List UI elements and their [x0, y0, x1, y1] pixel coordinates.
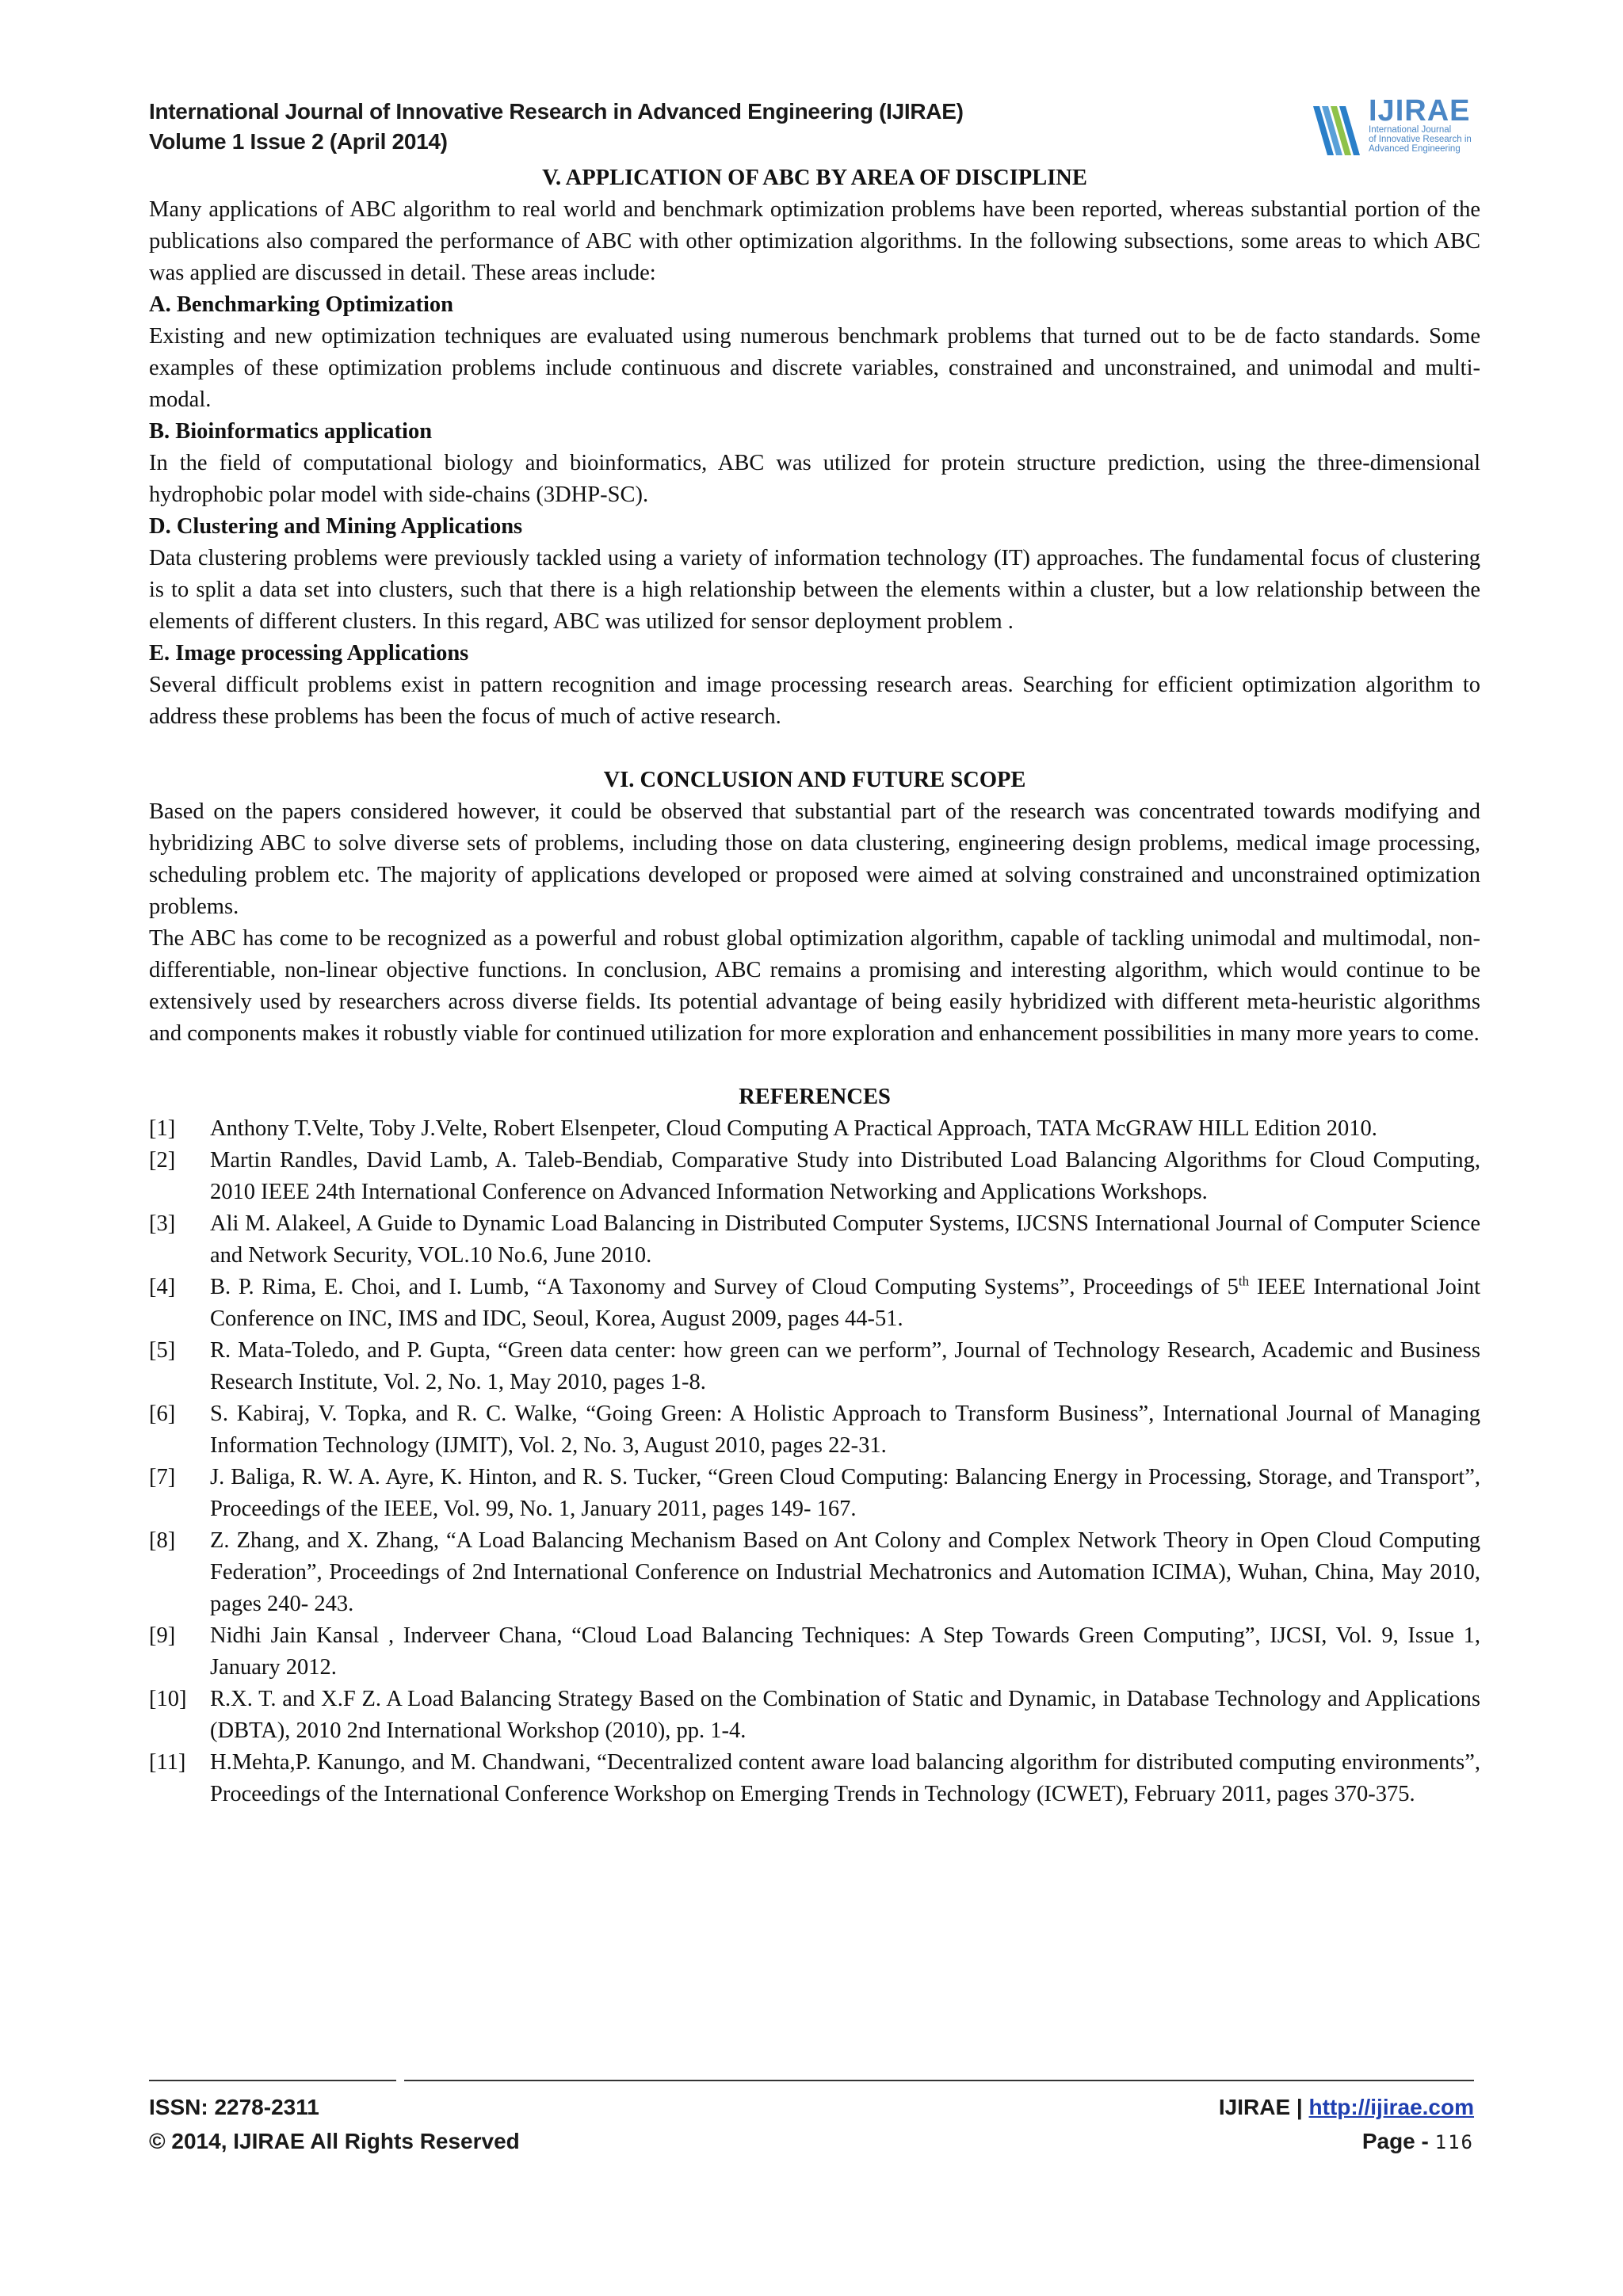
reference-text: Anthony T.Velte, Toby J.Velte, Robert Elsenpeter, Cloud Computing A Practical Approach, TATA McGRAW HILL Edition 2010. [210, 1116, 1377, 1141]
logo-title: IJIRAE [1369, 94, 1471, 128]
reference-text: Ali M. Alakeel, A Guide to Dynamic Load Balancing in Distributed Computer Systems, IJCSNS International Journal of Computer Science and Network Security, VOL.10 No.6, June 2010. [210, 1211, 1480, 1268]
subsection-paragraph: Several difficult problems exist in pattern recognition and image processing research areas. Searching for efficient optimization algorithm to address these problems has been the focus of much of active research. [149, 673, 1480, 729]
reference-text: Nidhi Jain Kansal , Inderveer Chana, “Cloud Load Balancing Techniques: A Step Towards Green Computing”, IJCSI, Vol. 9, Issue 1, January 2012. [210, 1623, 1480, 1680]
reference-superscript: th [1238, 1273, 1250, 1289]
reference-number: [8] [149, 1528, 176, 1553]
reference-item [149, 1113, 1480, 1145]
article-body [149, 162, 1480, 1810]
subsection-paragraph: In the field of computational biology and bioinformatics, ABC was utilized for protein structure prediction, using the three-dimensional hydrophobic polar model with side-chains (3DHP-SC). [149, 451, 1480, 507]
reference-item [149, 1335, 1480, 1398]
section-title: V. APPLICATION OF ABC BY AREA OF DISCIPLINE [542, 166, 1087, 190]
footer-site [1219, 2092, 1474, 2123]
reference-item [149, 1747, 1480, 1810]
logo-stripes-icon [1312, 97, 1367, 162]
journal-title: International Journal of Innovative Research in Advanced Engineering (IJIRAE) [149, 99, 964, 124]
section-title: VI. CONCLUSION AND FUTURE SCOPE [603, 768, 1026, 792]
footer-page [1362, 2126, 1474, 2158]
reference-item [149, 1525, 1480, 1620]
page-header [149, 97, 1465, 157]
logo-subtitle-line: International Journal [1369, 125, 1452, 135]
reference-number: [11] [149, 1750, 186, 1775]
reference-text-part: B. P. Rima, E. Choi, and I. Lumb, “A Taxonomy and Survey of Cloud Computing Systems”, Proceedings of 5 [210, 1275, 1239, 1299]
reference-number: [3] [149, 1211, 176, 1236]
reference-number: [2] [149, 1148, 176, 1173]
reference-text: R.X. T. and X.F Z. A Load Balancing Strategy Based on the Combination of Static and Dynamic, in Database Technology and Applications (DBTA), 2010 2nd International Workshop (2010), pp. 1-4. [210, 1687, 1480, 1743]
section-paragraph: Based on the papers considered however, it could be observed that substantial part of the research was concentrated towards modifying and hybridizing ABC to solve diverse sets of problems, including those on data clustering, engineering design problems, medical image processing, scheduling problem etc. The majority of applications developed or proposed were aimed at solving constrained and unconstrained optimization problems. [149, 799, 1480, 919]
reference-number: [5] [149, 1338, 176, 1363]
subsection-title: E. Image processing Applications [149, 641, 469, 666]
reference-item [149, 1620, 1480, 1684]
references-title: REFERENCES [739, 1085, 891, 1109]
reference-text: Z. Zhang, and X. Zhang, “A Load Balancing Mechanism Based on Ant Colony and Complex Network Theory in Open Cloud Computing Federation”, Proceedings of 2nd International Conference on Industrial Mechatronics and Automation ICIMA), Wuhan, China, May 2010, pages 240- 243. [210, 1528, 1480, 1616]
subsection-title: D. Clustering and Mining Applications [149, 514, 523, 539]
reference-text: R. Mata-Toledo, and P. Gupta, “Green data center: how green can we perform”, Journal of Technology Research, Academic and Business Research Institute, Vol. 2, No. 1, May 2010, pages 1-8. [210, 1338, 1480, 1394]
reference-number: [7] [149, 1465, 176, 1489]
logo-subtitle-line: of Innovative Research in [1369, 135, 1472, 144]
reference-text-part: IEEE International Joint Conference on INC, IMS and IDC, Seoul, Korea, August 2009, pages 44-51. [210, 1275, 1480, 1331]
reference-text: Martin Randles, David Lamb, A. Taleb-Bendiab, Comparative Study into Distributed Load Balancing Algorithms for Cloud Computing, 2010 IEEE 24th International Conference on Advanced Information Networking and Applications Workshops. [210, 1148, 1480, 1204]
section-paragraph: Many applications of ABC algorithm to real world and benchmark optimization problems have been reported, whereas substantial portion of the publications also compared the performance of ABC with other optimization algorithms. In the following subsections, some areas to which ABC was applied are discussed in detail. These areas include: [149, 197, 1480, 285]
subsection-paragraph: Existing and new optimization techniques are evaluated using numerous benchmark problems that turned out to be de facto standards. Some examples of these optimization problems include continuous and discrete variables, constrained and unconstrained, and unimodal and multi-modal. [149, 324, 1480, 412]
page-number: 116 [1434, 2131, 1474, 2153]
subsection-title: A. Benchmarking Optimization [149, 292, 453, 317]
reference-item [149, 1684, 1480, 1747]
footer-link[interactable]: http://ijirae.com [1308, 2095, 1474, 2119]
footer-issn: ISSN: 2278-2311 [149, 2095, 319, 2119]
footer-divider-gap [396, 2077, 404, 2084]
logo-subtitle-line: Advanced Engineering [1369, 144, 1461, 154]
ijirae-logo [1312, 94, 1518, 162]
reference-text: J. Baliga, R. W. A. Ayre, K. Hinton, and R. S. Tucker, “Green Cloud Computing: Balancing Energy in Processing, Storage, and Transport”, Proceedings of the IEEE, Vol. 99, No. 1, January 2011, pages 149- 167. [210, 1465, 1480, 1521]
reference-item [149, 1145, 1480, 1208]
reference-item [149, 1208, 1480, 1272]
subsection-title: B. Bioinformatics application [149, 419, 433, 444]
page-label: Page - [1361, 2129, 1429, 2153]
section-spacer [149, 733, 1480, 765]
reference-item [149, 1462, 1480, 1525]
reference-item [149, 1272, 1480, 1335]
reference-number: [6] [149, 1402, 176, 1426]
reference-number: [9] [149, 1623, 176, 1648]
section-paragraph: The ABC has come to be recognized as a powerful and robust global optimization algorithm, capable of tackling unimodal and multimodal, non-differentiable, non-linear objective functions. In conclusion, ABC remains a promising and interesting algorithm, which would continue to be extensively used by researchers across diverse fields. Its potential advantage of being easily hybridized with different meta-heuristic algorithms and components makes it robustly viable for continued utilization for more exploration and enhancement possibilities in many more years to come. [149, 926, 1480, 1046]
reference-text: S. Kabiraj, V. Topka, and R. C. Walke, “Going Green: A Holistic Approach to Transform Business”, International Journal of Managing Information Technology (IJMIT), Vol. 2, No. 3, August 2010, pages 22-31. [210, 1402, 1480, 1458]
subsection-paragraph: Data clustering problems were previously tackled using a variety of information technology (IT) approaches. The fundamental focus of clustering is to split a data set into clusters, such that there is a high relationship between the elements within a cluster, but a low relationship between the elements of different clusters. In this regard, ABC was utilized for sensor deployment problem . [149, 546, 1480, 634]
journal-volume: Volume 1 Issue 2 (April 2014) [149, 129, 448, 154]
reference-number: [10] [149, 1687, 187, 1711]
reference-number: [4] [149, 1275, 176, 1299]
reference-text [210, 1272, 1480, 1335]
reference-number: [1] [149, 1116, 176, 1141]
footer-copyright: © 2014, IJIRAE All Rights Reserved [149, 2129, 520, 2153]
footer-brand: IJIRAE | [1218, 2095, 1303, 2119]
reference-text: H.Mehta,P. Kanungo, and M. Chandwani, “Decentralized content aware load balancing algorithm for distributed computing environments”, Proceedings of the International Conference Workshop on Emerging Trends in Technology (ICWET), February 2011, pages 370-375. [210, 1750, 1480, 1806]
reference-item [149, 1398, 1480, 1462]
section-spacer [149, 1050, 1480, 1081]
footer-divider [149, 2080, 1474, 2081]
